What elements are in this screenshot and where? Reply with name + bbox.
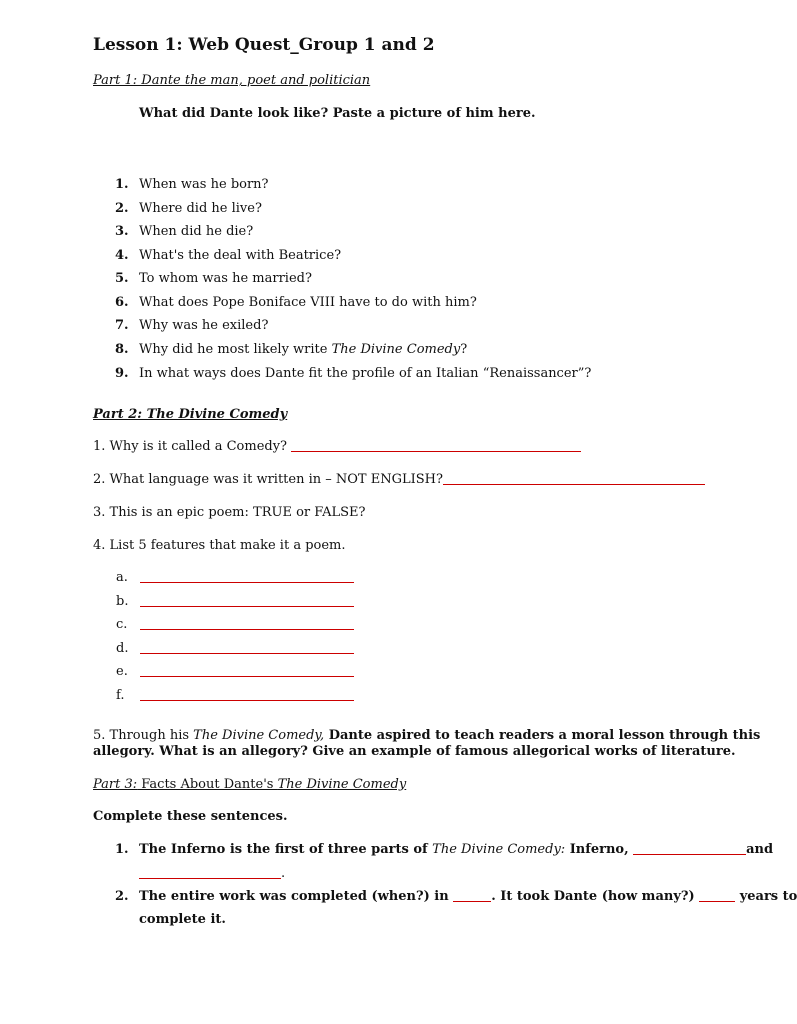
- sentence-continuation: .: [139, 866, 285, 881]
- part2-q5: 5. Through his The Divine Comedy, Dante aspired to teach readers a moral lesson through this: [93, 728, 761, 743]
- list-item: f.: [116, 688, 354, 703]
- question-item: 3. When did he die?: [115, 224, 254, 239]
- answer-line[interactable]: [140, 652, 354, 654]
- question-item: 5. To whom was he married?: [115, 271, 312, 286]
- answer-line[interactable]: [140, 699, 354, 701]
- page-title: Lesson 1: Web Quest_Group 1 and 2: [93, 35, 435, 55]
- question-item: 7. Why was he exiled?: [115, 318, 269, 333]
- list-item: d.: [116, 641, 354, 656]
- sentence-item: 2. The entire work was completed (when?) in . It took Dante (how many?) years to: [115, 889, 797, 904]
- part3-heading: Part 3: Facts About Dante's The Divine Comedy: [93, 777, 407, 792]
- question-item: 6. What does Pope Boniface VIII have to do with him?: [115, 295, 477, 310]
- sentence-continuation: complete it.: [139, 912, 226, 927]
- answer-line[interactable]: [140, 605, 354, 607]
- list-item: c.: [116, 617, 354, 632]
- part2-q1: 1. Why is it called a Comedy?: [93, 439, 581, 454]
- question-item: 4. What's the deal with Beatrice?: [115, 248, 342, 263]
- answer-line[interactable]: [140, 675, 354, 677]
- part1-prompt: What did Dante look like? Paste a picture of him here.: [139, 106, 536, 121]
- list-item: e.: [116, 664, 354, 679]
- question-item: 9. In what ways does Dante fit the profile of an Italian “Renaissancer”?: [115, 366, 592, 381]
- part2-q4: 4. List 5 features that make it a poem.: [93, 538, 346, 553]
- question-item: 2. Where did he live?: [115, 201, 262, 216]
- sentence-item: 1. The Inferno is the first of three parts of The Divine Comedy: Inferno, and: [115, 842, 774, 857]
- part1-heading: Part 1: Dante the man, poet and politician: [93, 73, 371, 88]
- answer-line[interactable]: [291, 450, 581, 452]
- part3-instruction: Complete these sentences.: [93, 809, 288, 824]
- list-item: a.: [116, 570, 354, 585]
- answer-line[interactable]: [140, 581, 354, 583]
- answer-line[interactable]: [443, 483, 705, 485]
- answer-line[interactable]: [139, 877, 281, 879]
- part2-q3: 3. This is an epic poem: TRUE or FALSE?: [93, 505, 366, 520]
- part2-heading: Part 2: The Divine Comedy: [93, 407, 288, 422]
- answer-line[interactable]: [633, 853, 746, 855]
- answer-line[interactable]: [140, 628, 354, 630]
- part2-q2: 2. What language was it written in – NOT ENGLISH?: [93, 472, 705, 487]
- question-item: 8. Why did he most likely write The Divine Comedy?: [115, 342, 468, 357]
- answer-line[interactable]: [699, 900, 735, 902]
- list-item: b.: [116, 594, 354, 609]
- answer-line[interactable]: [453, 900, 491, 902]
- part2-q5-line2: allegory. What is an allegory? Give an example of famous allegorical works of literature.: [93, 744, 736, 759]
- question-item: 1. When was he born?: [115, 177, 269, 192]
